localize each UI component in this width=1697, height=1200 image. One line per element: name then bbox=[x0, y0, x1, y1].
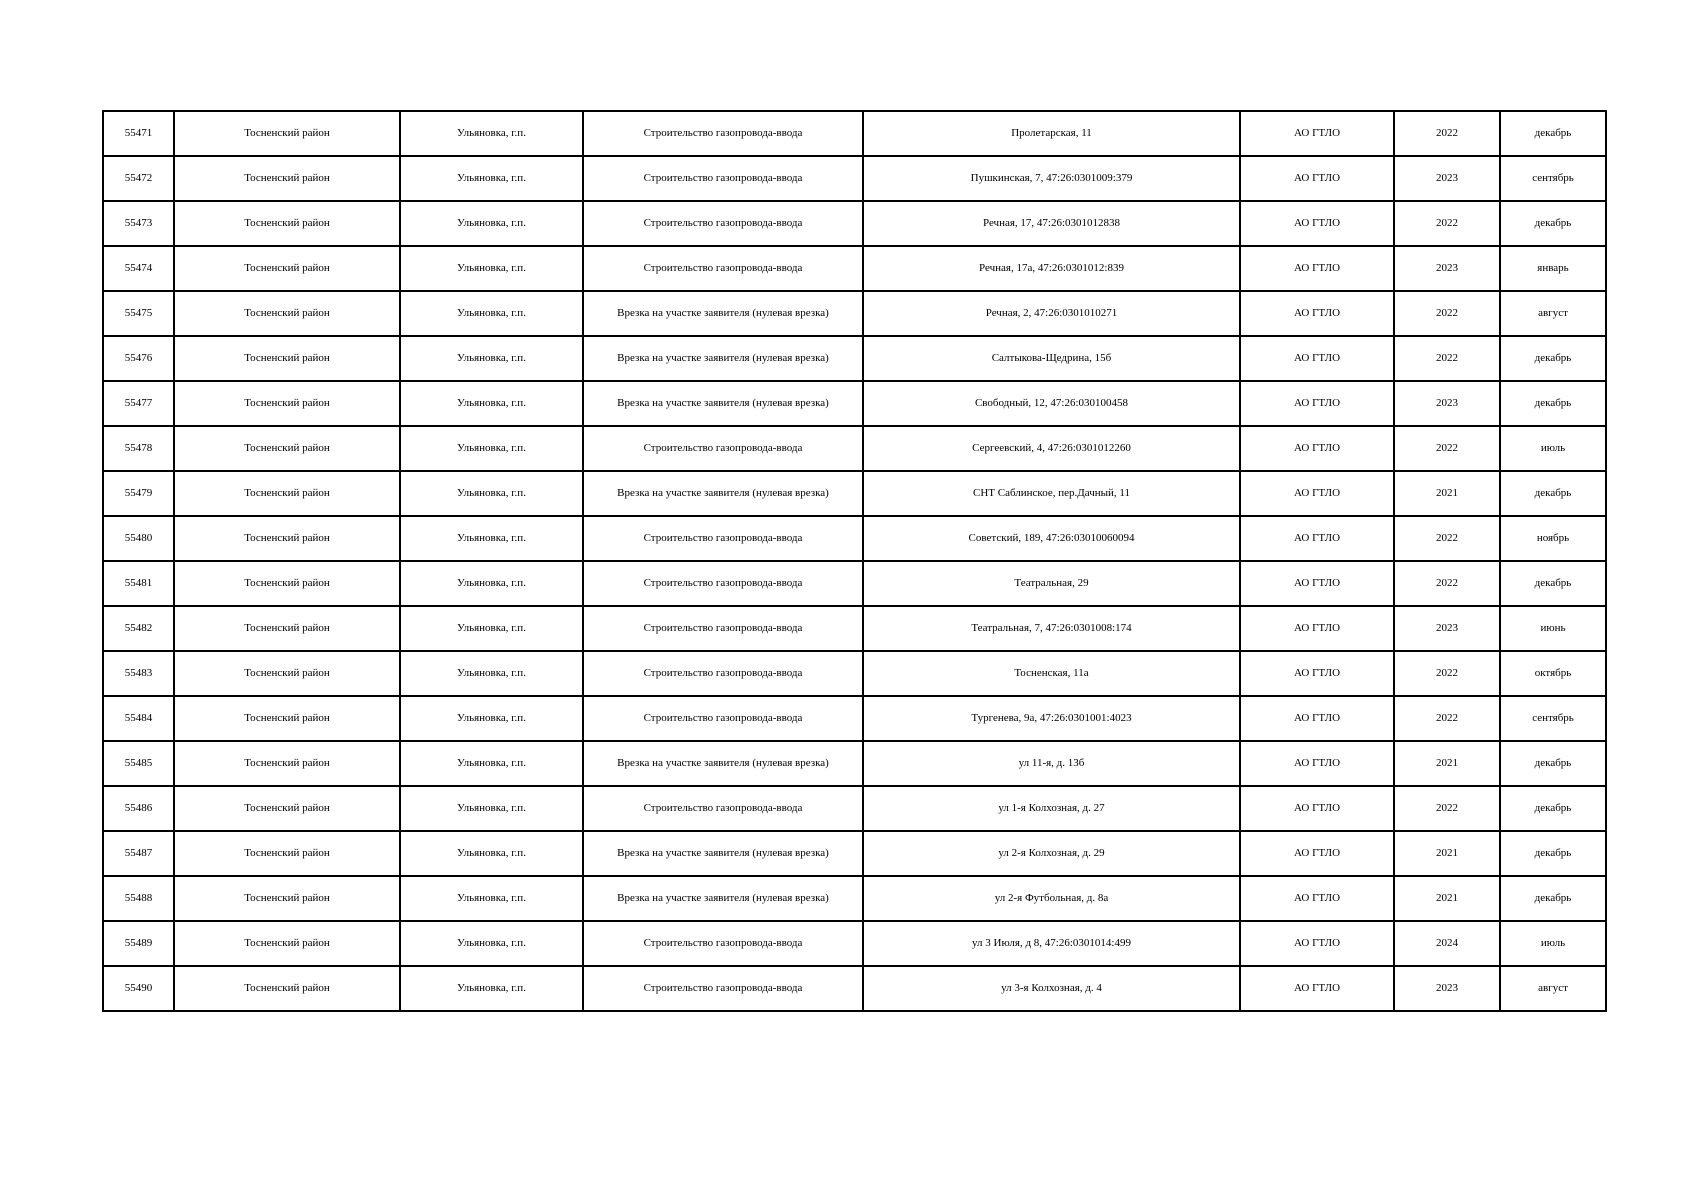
table-row bbox=[103, 291, 1606, 336]
work-type-cell: Строительство газопровода-ввода bbox=[583, 651, 863, 696]
contractor-cell: АО ГТЛО bbox=[1240, 966, 1394, 1011]
district-cell: Тосненский район bbox=[174, 156, 400, 201]
settlement-cell: Ульяновка, г.п. bbox=[400, 786, 583, 831]
work-type-cell: Врезка на участке заявителя (нулевая врезка) bbox=[583, 291, 863, 336]
address-cell: ул 2-я Колхозная, д. 29 bbox=[863, 831, 1240, 876]
address-cell: Речная, 17а, 47:26:0301012:839 bbox=[863, 246, 1240, 291]
id-cell: 55488 bbox=[103, 876, 174, 921]
id-cell: 55478 bbox=[103, 426, 174, 471]
table-row bbox=[103, 111, 1606, 156]
table-row bbox=[103, 831, 1606, 876]
table-row bbox=[103, 246, 1606, 291]
month-cell: декабрь bbox=[1500, 471, 1606, 516]
address-cell: Тургенева, 9а, 47:26:0301001:4023 bbox=[863, 696, 1240, 741]
work-type-cell: Строительство газопровода-ввода bbox=[583, 201, 863, 246]
id-cell: 55479 bbox=[103, 471, 174, 516]
month-cell: сентябрь bbox=[1500, 696, 1606, 741]
year-cell: 2022 bbox=[1394, 426, 1500, 471]
id-cell: 55480 bbox=[103, 516, 174, 561]
work-type-cell: Строительство газопровода-ввода bbox=[583, 516, 863, 561]
address-cell: Сергеевский, 4, 47:26:0301012260 bbox=[863, 426, 1240, 471]
table-row bbox=[103, 471, 1606, 516]
year-cell: 2021 bbox=[1394, 831, 1500, 876]
contractor-cell: АО ГТЛО bbox=[1240, 426, 1394, 471]
table-row bbox=[103, 201, 1606, 246]
contractor-cell: АО ГТЛО bbox=[1240, 651, 1394, 696]
work-type-cell: Врезка на участке заявителя (нулевая врезка) bbox=[583, 336, 863, 381]
work-type-cell: Строительство газопровода-ввода bbox=[583, 426, 863, 471]
id-cell: 55486 bbox=[103, 786, 174, 831]
year-cell: 2022 bbox=[1394, 516, 1500, 561]
settlement-cell: Ульяновка, г.п. bbox=[400, 381, 583, 426]
year-cell: 2022 bbox=[1394, 561, 1500, 606]
settlement-cell: Ульяновка, г.п. bbox=[400, 516, 583, 561]
work-type-cell: Строительство газопровода-ввода bbox=[583, 561, 863, 606]
district-cell: Тосненский район bbox=[174, 786, 400, 831]
year-cell: 2022 bbox=[1394, 336, 1500, 381]
settlement-cell: Ульяновка, г.п. bbox=[400, 696, 583, 741]
table-row bbox=[103, 381, 1606, 426]
address-cell: Пролетарская, 11 bbox=[863, 111, 1240, 156]
month-cell: июль bbox=[1500, 921, 1606, 966]
address-cell: Речная, 17, 47:26:0301012838 bbox=[863, 201, 1240, 246]
district-cell: Тосненский район bbox=[174, 426, 400, 471]
id-cell: 55489 bbox=[103, 921, 174, 966]
id-cell: 55490 bbox=[103, 966, 174, 1011]
month-cell: декабрь bbox=[1500, 561, 1606, 606]
contractor-cell: АО ГТЛО bbox=[1240, 156, 1394, 201]
table-row bbox=[103, 786, 1606, 831]
settlement-cell: Ульяновка, г.п. bbox=[400, 651, 583, 696]
settlement-cell: Ульяновка, г.п. bbox=[400, 246, 583, 291]
work-type-cell: Врезка на участке заявителя (нулевая врезка) bbox=[583, 741, 863, 786]
id-cell: 55487 bbox=[103, 831, 174, 876]
year-cell: 2023 bbox=[1394, 156, 1500, 201]
address-cell: ул 1-я Колхозная, д. 27 bbox=[863, 786, 1240, 831]
month-cell: июнь bbox=[1500, 606, 1606, 651]
id-cell: 55476 bbox=[103, 336, 174, 381]
month-cell: декабрь bbox=[1500, 876, 1606, 921]
address-cell: Театральная, 29 bbox=[863, 561, 1240, 606]
work-type-cell: Врезка на участке заявителя (нулевая врезка) bbox=[583, 876, 863, 921]
year-cell: 2022 bbox=[1394, 696, 1500, 741]
district-cell: Тосненский район bbox=[174, 741, 400, 786]
settlement-cell: Ульяновка, г.п. bbox=[400, 426, 583, 471]
settlement-cell: Ульяновка, г.п. bbox=[400, 291, 583, 336]
settlement-cell: Ульяновка, г.п. bbox=[400, 111, 583, 156]
contractor-cell: АО ГТЛО bbox=[1240, 336, 1394, 381]
work-type-cell: Врезка на участке заявителя (нулевая врезка) bbox=[583, 381, 863, 426]
address-cell: Тосненская, 11а bbox=[863, 651, 1240, 696]
year-cell: 2023 bbox=[1394, 966, 1500, 1011]
year-cell: 2022 bbox=[1394, 111, 1500, 156]
contractor-cell: АО ГТЛО bbox=[1240, 561, 1394, 606]
work-type-cell: Строительство газопровода-ввода bbox=[583, 606, 863, 651]
month-cell: декабрь bbox=[1500, 831, 1606, 876]
district-cell: Тосненский район bbox=[174, 876, 400, 921]
id-cell: 55485 bbox=[103, 741, 174, 786]
contractor-cell: АО ГТЛО bbox=[1240, 291, 1394, 336]
work-type-cell: Строительство газопровода-ввода bbox=[583, 966, 863, 1011]
district-cell: Тосненский район bbox=[174, 336, 400, 381]
district-cell: Тосненский район bbox=[174, 246, 400, 291]
month-cell: декабрь bbox=[1500, 381, 1606, 426]
settlement-cell: Ульяновка, г.п. bbox=[400, 741, 583, 786]
work-type-cell: Врезка на участке заявителя (нулевая врезка) bbox=[583, 471, 863, 516]
contractor-cell: АО ГТЛО bbox=[1240, 471, 1394, 516]
address-cell: Речная, 2, 47:26:0301010271 bbox=[863, 291, 1240, 336]
contractor-cell: АО ГТЛО bbox=[1240, 381, 1394, 426]
year-cell: 2023 bbox=[1394, 246, 1500, 291]
month-cell: декабрь bbox=[1500, 111, 1606, 156]
address-cell: СНТ Саблинское, пер.Дачный, 11 bbox=[863, 471, 1240, 516]
contractor-cell: АО ГТЛО bbox=[1240, 606, 1394, 651]
year-cell: 2023 bbox=[1394, 381, 1500, 426]
month-cell: сентябрь bbox=[1500, 156, 1606, 201]
table-row bbox=[103, 651, 1606, 696]
district-cell: Тосненский район bbox=[174, 651, 400, 696]
year-cell: 2022 bbox=[1394, 651, 1500, 696]
year-cell: 2022 bbox=[1394, 291, 1500, 336]
work-type-cell: Строительство газопровода-ввода bbox=[583, 156, 863, 201]
year-cell: 2021 bbox=[1394, 876, 1500, 921]
id-cell: 55484 bbox=[103, 696, 174, 741]
settlement-cell: Ульяновка, г.п. bbox=[400, 606, 583, 651]
district-cell: Тосненский район bbox=[174, 291, 400, 336]
year-cell: 2021 bbox=[1394, 741, 1500, 786]
month-cell: декабрь bbox=[1500, 336, 1606, 381]
contractor-cell: АО ГТЛО bbox=[1240, 921, 1394, 966]
contractor-cell: АО ГТЛО bbox=[1240, 831, 1394, 876]
id-cell: 55474 bbox=[103, 246, 174, 291]
district-cell: Тосненский район bbox=[174, 201, 400, 246]
contractor-cell: АО ГТЛО bbox=[1240, 741, 1394, 786]
address-cell: ул 3-я Колхозная, д. 4 bbox=[863, 966, 1240, 1011]
settlement-cell: Ульяновка, г.п. bbox=[400, 156, 583, 201]
table-row bbox=[103, 696, 1606, 741]
district-cell: Тосненский район bbox=[174, 921, 400, 966]
year-cell: 2022 bbox=[1394, 786, 1500, 831]
year-cell: 2022 bbox=[1394, 201, 1500, 246]
id-cell: 55473 bbox=[103, 201, 174, 246]
id-cell: 55472 bbox=[103, 156, 174, 201]
month-cell: декабрь bbox=[1500, 741, 1606, 786]
contractor-cell: АО ГТЛО bbox=[1240, 876, 1394, 921]
id-cell: 55475 bbox=[103, 291, 174, 336]
work-type-cell: Строительство газопровода-ввода bbox=[583, 921, 863, 966]
table-row bbox=[103, 426, 1606, 471]
settlement-cell: Ульяновка, г.п. bbox=[400, 921, 583, 966]
district-cell: Тосненский район bbox=[174, 606, 400, 651]
table-row bbox=[103, 336, 1606, 381]
work-type-cell: Строительство газопровода-ввода bbox=[583, 246, 863, 291]
work-type-cell: Врезка на участке заявителя (нулевая врезка) bbox=[583, 831, 863, 876]
table-row bbox=[103, 966, 1606, 1011]
table-body bbox=[103, 111, 1606, 1011]
address-cell: ул 11-я, д. 13б bbox=[863, 741, 1240, 786]
month-cell: январь bbox=[1500, 246, 1606, 291]
contractor-cell: АО ГТЛО bbox=[1240, 246, 1394, 291]
settlement-cell: Ульяновка, г.п. bbox=[400, 201, 583, 246]
address-cell: Театральная, 7, 47:26:0301008:174 bbox=[863, 606, 1240, 651]
work-type-cell: Строительство газопровода-ввода bbox=[583, 786, 863, 831]
id-cell: 55481 bbox=[103, 561, 174, 606]
contractor-cell: АО ГТЛО bbox=[1240, 201, 1394, 246]
work-type-cell: Строительство газопровода-ввода bbox=[583, 111, 863, 156]
district-cell: Тосненский район bbox=[174, 471, 400, 516]
table-row bbox=[103, 876, 1606, 921]
settlement-cell: Ульяновка, г.п. bbox=[400, 561, 583, 606]
settlement-cell: Ульяновка, г.п. bbox=[400, 876, 583, 921]
table-row bbox=[103, 741, 1606, 786]
id-cell: 55471 bbox=[103, 111, 174, 156]
address-cell: ул 2-я Футбольная, д. 8а bbox=[863, 876, 1240, 921]
gas-connection-schedule-table bbox=[102, 110, 1607, 1012]
contractor-cell: АО ГТЛО bbox=[1240, 111, 1394, 156]
contractor-cell: АО ГТЛО bbox=[1240, 696, 1394, 741]
table-row bbox=[103, 561, 1606, 606]
contractor-cell: АО ГТЛО bbox=[1240, 516, 1394, 561]
address-cell: Салтыкова-Щедрина, 15б bbox=[863, 336, 1240, 381]
settlement-cell: Ульяновка, г.п. bbox=[400, 471, 583, 516]
settlement-cell: Ульяновка, г.п. bbox=[400, 336, 583, 381]
id-cell: 55477 bbox=[103, 381, 174, 426]
table-row bbox=[103, 606, 1606, 651]
settlement-cell: Ульяновка, г.п. bbox=[400, 966, 583, 1011]
month-cell: июль bbox=[1500, 426, 1606, 471]
month-cell: ноябрь bbox=[1500, 516, 1606, 561]
month-cell: август bbox=[1500, 966, 1606, 1011]
district-cell: Тосненский район bbox=[174, 831, 400, 876]
district-cell: Тосненский район bbox=[174, 516, 400, 561]
contractor-cell: АО ГТЛО bbox=[1240, 786, 1394, 831]
district-cell: Тосненский район bbox=[174, 561, 400, 606]
month-cell: декабрь bbox=[1500, 786, 1606, 831]
year-cell: 2021 bbox=[1394, 471, 1500, 516]
table-row bbox=[103, 516, 1606, 561]
district-cell: Тосненский район bbox=[174, 966, 400, 1011]
work-type-cell: Строительство газопровода-ввода bbox=[583, 696, 863, 741]
year-cell: 2023 bbox=[1394, 606, 1500, 651]
address-cell: Свободный, 12, 47:26:030100458 bbox=[863, 381, 1240, 426]
month-cell: август bbox=[1500, 291, 1606, 336]
table-row bbox=[103, 156, 1606, 201]
settlement-cell: Ульяновка, г.п. bbox=[400, 831, 583, 876]
address-cell: Пушкинская, 7, 47:26:0301009:379 bbox=[863, 156, 1240, 201]
month-cell: октябрь bbox=[1500, 651, 1606, 696]
table-row bbox=[103, 921, 1606, 966]
address-cell: Советский, 189, 47:26:03010060094 bbox=[863, 516, 1240, 561]
month-cell: декабрь bbox=[1500, 201, 1606, 246]
id-cell: 55482 bbox=[103, 606, 174, 651]
district-cell: Тосненский район bbox=[174, 381, 400, 426]
year-cell: 2024 bbox=[1394, 921, 1500, 966]
district-cell: Тосненский район bbox=[174, 696, 400, 741]
address-cell: ул 3 Июля, д 8, 47:26:0301014:499 bbox=[863, 921, 1240, 966]
id-cell: 55483 bbox=[103, 651, 174, 696]
district-cell: Тосненский район bbox=[174, 111, 400, 156]
